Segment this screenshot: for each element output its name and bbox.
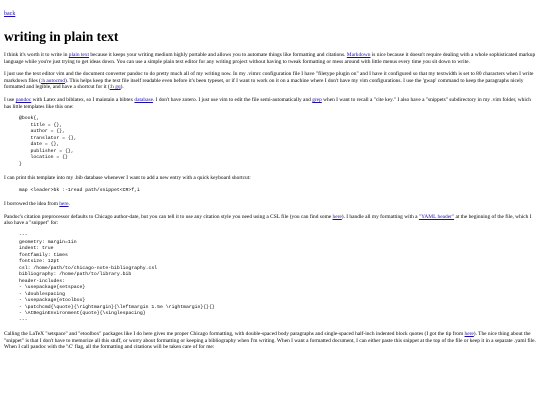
paragraph-1 <box>4 52 536 65</box>
text-run: when I want to recall a "cite key." I also have a "snippets" subdirectory in my .vim folder, which has little templates like this one: <box>4 96 531 110</box>
text-run: I just use the text editor vim and the document converter pandoc to do pretty much all of my writing now. In my .vimrc configuration file I have "filetype plugin on" and I have it configured so that my textwidth is set to 80 characters when I write markdown files ( <box>4 71 534 84</box>
inline-link[interactable]: :h autocmd <box>40 77 65 84</box>
text-run: ). This helps keep the text file itself readable even before it's been typeset, or if I want to work on it on a machine where I don't have my vim configurations. I use the 'gwap' command to keep the paragraphs nicely formatted and legible, and have a shortcut for it ( <box>4 77 524 91</box>
text-run: with Latex and biblatex, so I maintain a bibtex <box>31 96 135 103</box>
text-run: ). I handle all my formatting with a <box>341 213 419 220</box>
inline-link[interactable]: here <box>59 201 69 208</box>
inline-link[interactable]: here <box>464 331 474 338</box>
paragraph-3 <box>4 97 536 110</box>
paragraph-7 <box>4 331 536 351</box>
text-run: I can print this template into my .bib database whenever I want to add a new entry with a quick keyboard shortcut: <box>4 175 251 182</box>
text-run: is nice because it doesn't require dealing with a whole sophisticated markup language while you're just trying to get ideas down. You can use a simple plain text editor for any writing project without having to tweak formatting or mess around with little menus every time you sit down to write. <box>4 52 536 65</box>
text-run: Pandoc's citation preprocessor defaults to Chicago author-date, but you can tell it to use any citation style you need using a CSL file (you can find some <box>4 213 333 220</box>
text-run: I think it's worth it to write in <box>4 52 69 58</box>
text-run: Calling the LaTeX "setspace" and "etoolbox" packages like I do here gives me proper Chicago formatting, with double-spaced body paragraphs and single-spaced half-inch indented block quotes (I got the tip from <box>4 331 465 338</box>
text-run: . <box>68 201 70 208</box>
text-run: I use <box>4 96 16 103</box>
code-block-bibtex-template: @book{, title = {}, author = {}, translator = {}, date = {}, publisher = {}, location = {} } <box>19 116 77 167</box>
paragraph-5 <box>4 201 536 208</box>
text-run: because it keeps your writing medium highly portable and allows you to automate things like formatting and citations. <box>88 52 347 58</box>
inline-link[interactable]: "YAML header" <box>418 213 455 220</box>
text-run: at the beginning of the file, which I also have a "snippet" for: <box>4 213 532 227</box>
paragraph-2 <box>4 71 536 91</box>
text-run: I borrowed the idea from <box>4 201 60 208</box>
inline-link[interactable]: Markdown <box>346 52 371 58</box>
page-title: writing in plain text <box>4 29 119 44</box>
text-run: ). The nice thing about the "snippet" is that I don't have to memorize all this stuff, or worry about formatting or keeping a bibliography when I'm writing. When I want a formatted document, I can either paste this snippet at the top of the file or keep it in a separate .yaml file. When I call pandoc with the '\C' flag, all the formatting and citations will be taken care of for me: <box>4 331 536 351</box>
back-link[interactable]: back <box>4 11 16 17</box>
paragraph-4 <box>4 175 536 182</box>
inline-link[interactable]: plain text <box>68 52 89 58</box>
text-run: ). <box>120 84 124 91</box>
text-run: . I don't have zotero. I just use vim to edit the file semi-automatically and <box>152 96 313 103</box>
inline-link[interactable]: :h gq <box>109 84 121 91</box>
inline-link[interactable]: pandoc <box>15 96 32 103</box>
code-block-yaml-header: --- geometry: margin=1in indent: true fontfamily: times fontsize: 12pt csl: /home/path/to/chicago-note-bibliography.csl bibliography: /home/path/to/library.bib header-includes: - \usepackage{setspace} - \doublespacing - \usepackage{etoolbox} - \patchcmd{\quote}{\rightmargin}{\leftmargin 1.5e \rightmargin}{}{} - \AtBeginEnvironment{quote}{\singlespacing} --- <box>19 233 215 323</box>
inline-link[interactable]: database <box>134 96 153 103</box>
inline-link[interactable]: grep <box>312 96 322 103</box>
inline-link[interactable]: here <box>332 213 342 220</box>
code-block-keymap: map <leader>bk :-1read path/snippet<CR>f,i <box>19 187 140 193</box>
paragraph-6 <box>4 214 536 227</box>
